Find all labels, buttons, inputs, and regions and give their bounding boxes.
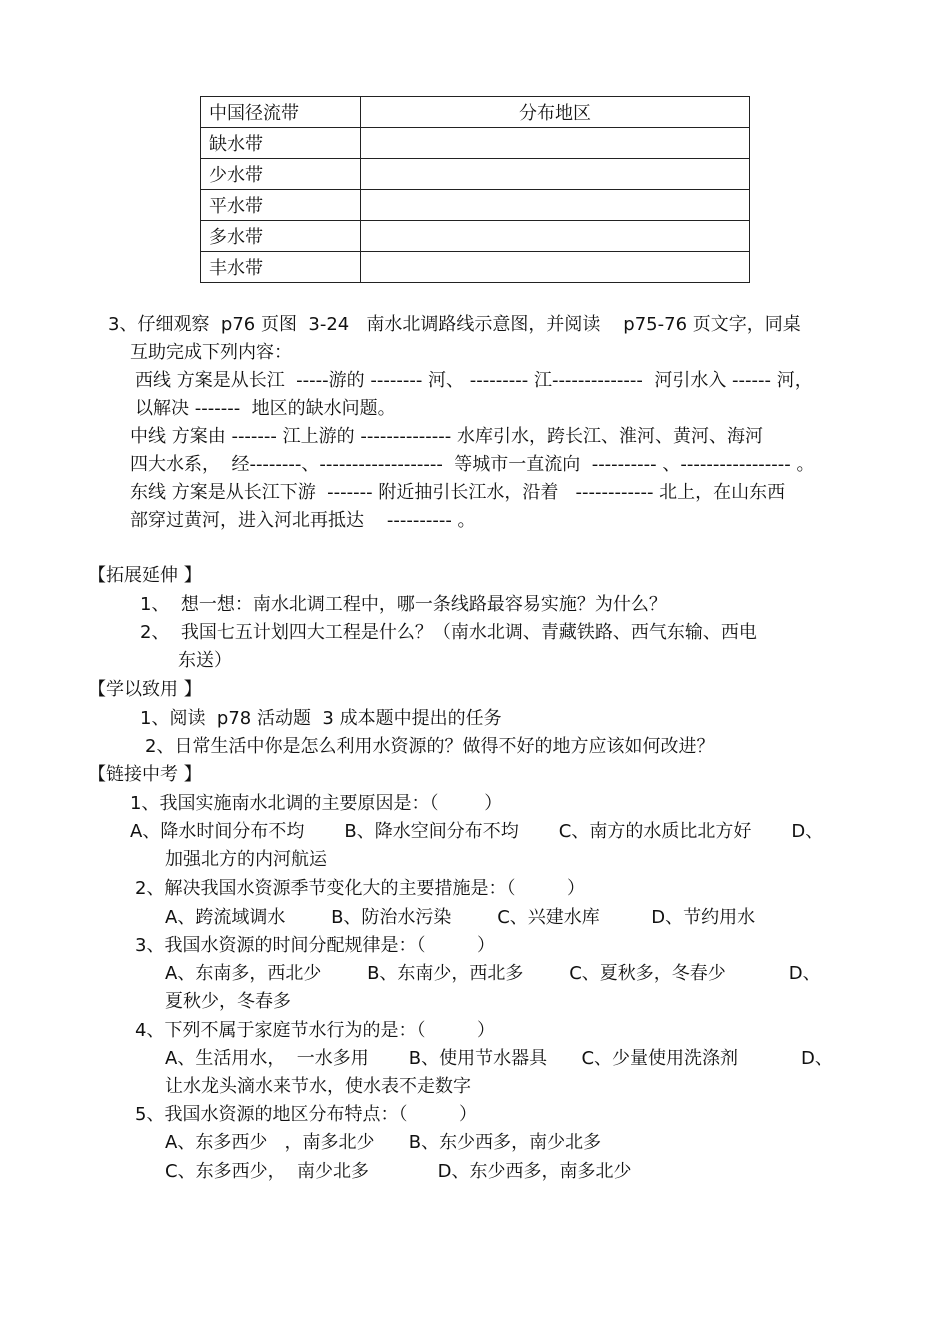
row-label: 多水带	[201, 221, 361, 252]
exam-question-5-options-ab: A、东多西少 ，南多北少 B、东少西多，南少北多	[165, 1132, 602, 1153]
exam-question-4: 4、下列不属于家庭节水行为的是：（ ）	[135, 1020, 495, 1041]
extend-heading: 【拓展延伸 】	[88, 565, 202, 586]
table-row	[201, 159, 750, 190]
answer-cell[interactable]	[361, 190, 750, 221]
exam-question-5: 5、我国水资源的地区分布特点：（ ）	[135, 1104, 477, 1125]
apply-question-1: 1、阅读 p78 活动题 3 成本题中提出的任务	[140, 708, 502, 729]
exam-question-3-options-cont: 夏秋少，冬春多	[165, 991, 291, 1012]
middle-route-line2: 四大水系， 经--------、------------------- 等城市一直流向 ---------- 、----------------- 。	[130, 454, 815, 475]
table-row	[201, 128, 750, 159]
table-row	[201, 221, 750, 252]
exam-question-4-options-cont: 让水龙头滴水来节水，使水表不走数字	[165, 1076, 471, 1097]
runoff-zone-table	[200, 96, 750, 283]
answer-cell[interactable]	[361, 221, 750, 252]
row-label: 缺水带	[201, 128, 361, 159]
row-label: 丰水带	[201, 252, 361, 283]
exam-question-2-options: A、跨流域调水 B、防治水污染 C、兴建水库 D、节约用水	[165, 907, 756, 928]
table-header-row	[201, 97, 750, 128]
extend-question-2-cont: 东送）	[178, 650, 232, 671]
section3-intro-line2: 互助完成下列内容：	[130, 342, 292, 363]
west-route-line1: 西线 方案是从长江 -----游的 -------- 河、 --------- 江-------------- 河引水入 ------ 河，	[135, 370, 813, 391]
exam-question-3-options: A、东南多，西北少 B、东南少，西北多 C、夏秋多，冬春少 D、	[165, 963, 821, 984]
extend-question-2: 2、 我国七五计划四大工程是什么？（南水北调、青藏铁路、西气东输、西电	[140, 622, 757, 643]
section3-intro-line1: 3、仔细观察 p76 页图 3-24 南水北调路线示意图，并阅读 p75-76 页文字，同桌	[108, 314, 801, 335]
table-row	[201, 252, 750, 283]
west-route-line2: 以解决 ------- 地区的缺水问题。	[135, 398, 396, 419]
exam-question-1-options: A、降水时间分布不均 B、降水空间分布不均 C、南方的水质比北方好 D、	[130, 821, 824, 842]
answer-cell[interactable]	[361, 128, 750, 159]
extend-question-1: 1、 想一想：南水北调工程中，哪一条线路最容易实施？为什么？	[140, 594, 667, 615]
exam-question-4-options: A、生活用水， 一水多用 B、使用节水器具 C、少量使用洗涤剂 D、	[165, 1048, 833, 1069]
middle-route-line1: 中线 方案由 ------- 江上游的 -------------- 水库引水，跨长江、淮河、黄河、海河	[130, 426, 764, 447]
apply-heading: 【学以致用 】	[88, 679, 202, 700]
row-label: 平水带	[201, 190, 361, 221]
exam-heading: 【链接中考 】	[88, 764, 202, 785]
row-label: 少水带	[201, 159, 361, 190]
exam-question-1: 1、我国实施南水北调的主要原因是：（ ）	[130, 793, 503, 814]
apply-question-2: 2、日常生活中你是怎么利用水资源的？做得不好的地方应该如何改进？	[145, 736, 715, 757]
exam-question-3: 3、我国水资源的时间分配规律是：（ ）	[135, 935, 495, 956]
east-route-line2: 部穿过黄河，进入河北再抵达 ---------- 。	[130, 510, 476, 531]
header-distribution: 分布地区	[361, 97, 750, 128]
answer-cell[interactable]	[361, 252, 750, 283]
exam-question-1-options-cont: 加强北方的内河航运	[165, 849, 327, 870]
table-row	[201, 190, 750, 221]
east-route-line1: 东线 方案是从长江下游 ------- 附近抽引长江水，沿着 ------------ 北上，在山东西	[130, 482, 786, 503]
exam-question-5-options-cd: C、东多西少， 南少北多 D、东少西多，南多北少	[165, 1161, 632, 1182]
header-runoff-zone: 中国径流带	[201, 97, 361, 128]
exam-question-2: 2、解决我国水资源季节变化大的主要措施是：（ ）	[135, 878, 585, 899]
answer-cell[interactable]	[361, 159, 750, 190]
